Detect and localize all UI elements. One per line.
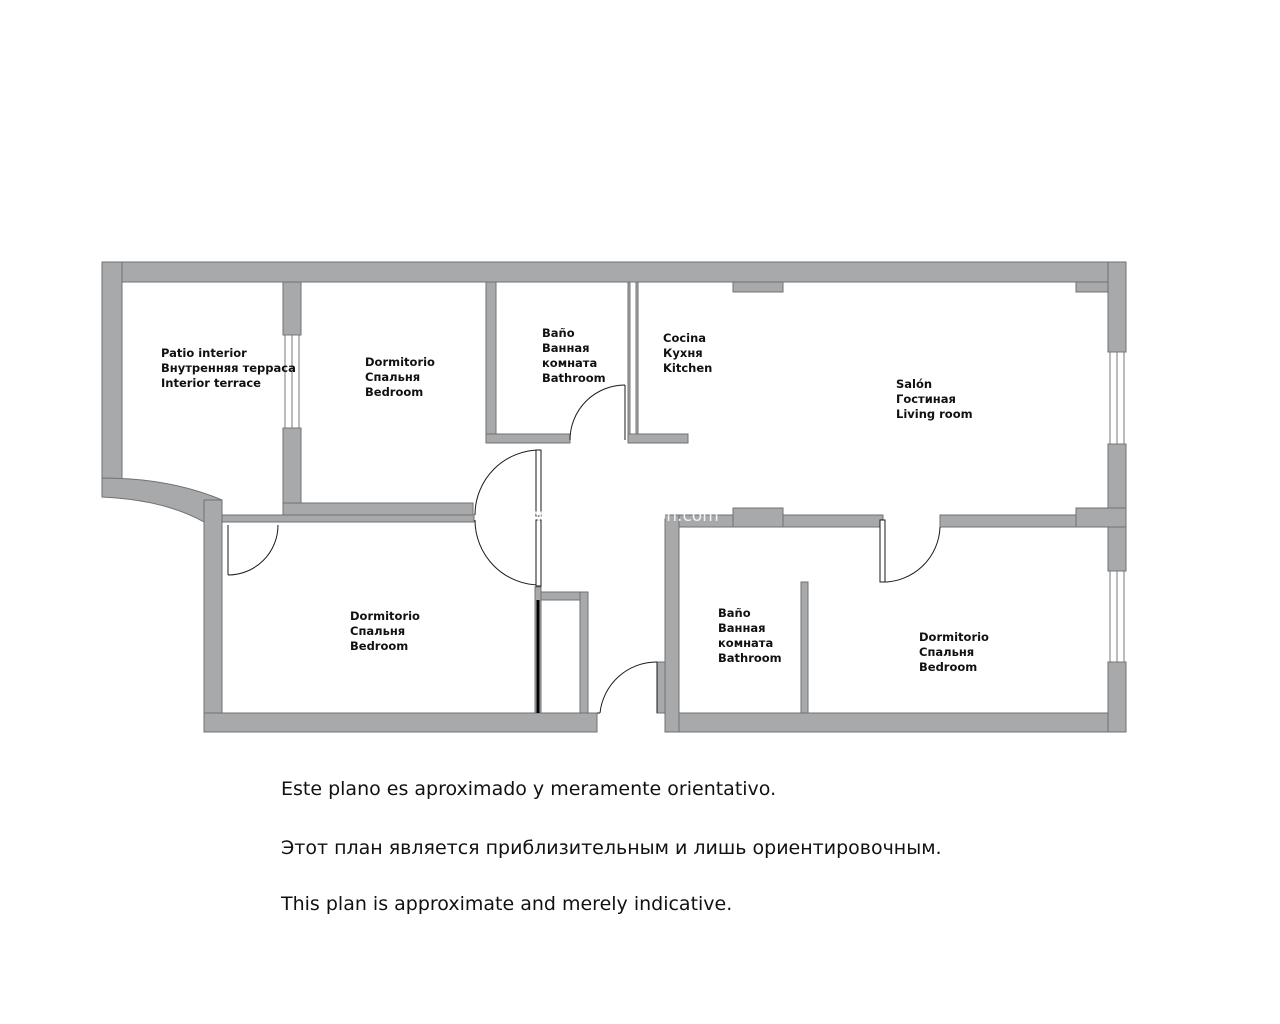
svg-text:Living room: Living room <box>896 407 973 421</box>
room-label-kitchen <box>663 331 712 375</box>
svg-text:Спальня: Спальня <box>365 370 421 384</box>
svg-text:Cocina: Cocina <box>663 331 707 345</box>
room-label-bedroom-right <box>919 630 989 674</box>
room-label-bath-top <box>542 326 606 385</box>
svg-text:Baño: Baño <box>718 606 751 620</box>
svg-text:Dormitorio: Dormitorio <box>350 609 420 623</box>
svg-text:Interior terrace: Interior terrace <box>161 376 261 390</box>
room-label-bedroom-top <box>365 355 435 399</box>
svg-text:Salón: Salón <box>896 377 933 391</box>
svg-text:Кухня: Кухня <box>663 346 703 360</box>
room-label-bedroom-left <box>350 609 420 653</box>
room-label-bath-bottom <box>718 606 782 665</box>
svg-text:Bedroom: Bedroom <box>350 639 409 653</box>
disclaimer-en: This plan is approximate and merely indicative. <box>281 893 733 915</box>
svg-text:Bedroom: Bedroom <box>919 660 978 674</box>
svg-text:Гостиная: Гостиная <box>896 392 956 406</box>
watermark: www. son.com <box>515 506 719 526</box>
svg-text:Спальня: Спальня <box>350 624 406 638</box>
svg-text:Dormitorio: Dormitorio <box>919 630 989 644</box>
svg-text:Bathroom: Bathroom <box>718 651 782 665</box>
svg-text:Bedroom: Bedroom <box>365 385 424 399</box>
svg-text:Внутренняя терраса: Внутренняя терраса <box>161 361 296 375</box>
svg-text:Patio interior: Patio interior <box>161 346 247 360</box>
svg-text:Dormitorio: Dormitorio <box>365 355 435 369</box>
svg-text:Bathroom: Bathroom <box>542 371 606 385</box>
svg-text:комната: комната <box>718 636 774 650</box>
svg-text:Baño: Baño <box>542 326 575 340</box>
svg-text:Ванная: Ванная <box>542 341 590 355</box>
svg-text:комната: комната <box>542 356 598 370</box>
svg-text:Kitchen: Kitchen <box>663 361 713 375</box>
disclaimer-es: Este plano es aproximado y meramente orientativo. <box>281 778 777 800</box>
svg-text:Ванная: Ванная <box>718 621 766 635</box>
disclaimer-ru: Этот план является приблизительным и лишь ориентировочным. <box>281 837 942 859</box>
room-label-patio <box>161 346 296 390</box>
svg-text:Спальня: Спальня <box>919 645 975 659</box>
room-label-living <box>896 377 973 421</box>
